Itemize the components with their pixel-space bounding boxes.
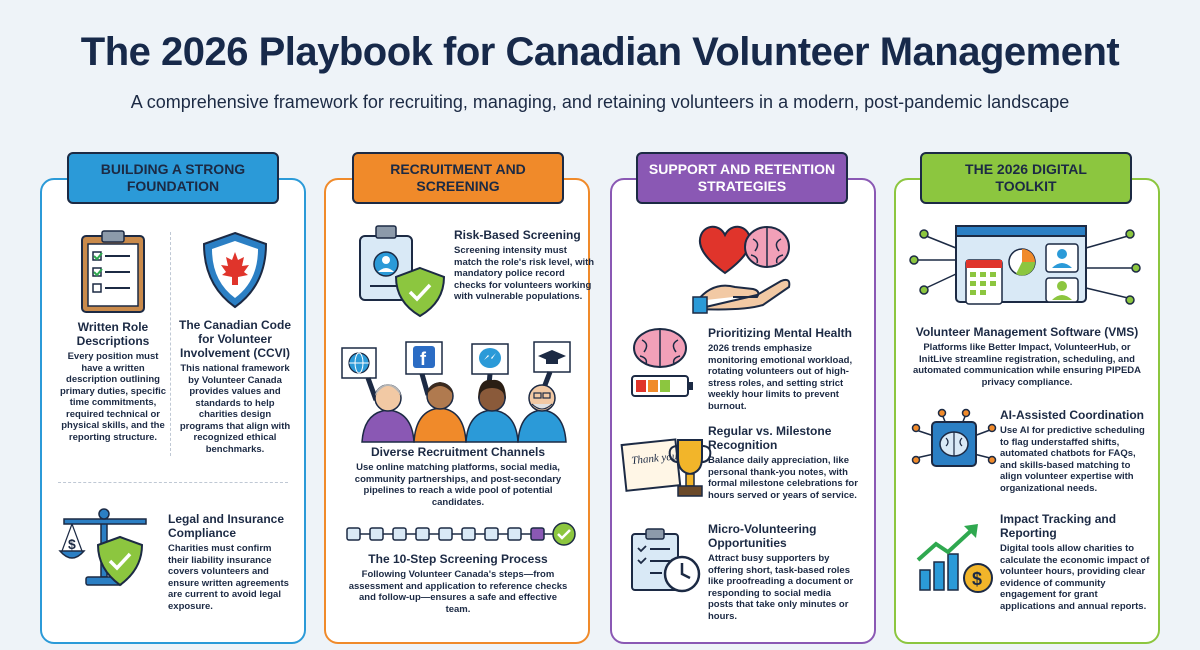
- item-title: Risk-Based Screening: [454, 228, 581, 242]
- page-title: The 2026 Playbook for Canadian Volunteer Management: [80, 30, 1120, 74]
- item-body: Following Volunteer Canada's steps—from assessment and application to reference checks and follow-up—ensures a safe and effective team.: [348, 569, 568, 615]
- clipboard-checklist-icon: [78, 228, 148, 313]
- software-dashboard-icon: [906, 218, 1146, 318]
- item-body: Platforms like Better Impact, VolunteerHub, or InitLive streamline registration, scheduling, and automated communication while ensuring PIPEDA privacy compliance.: [912, 342, 1142, 388]
- item-body: Digital tools allow charities to calculate the economic impact of volunteer hours, providing clear evidence of community engagement for grant applications and annual reports.: [1000, 543, 1150, 612]
- item-title: Micro-Volunteering Opportunities: [708, 522, 817, 550]
- item-title: The Canadian Code for Volunteer Involvement (CCVI): [178, 318, 291, 360]
- item-body: Use online matching platforms, social media, community partnerships, and post-secondary pipelines to reach a wide pool of potential candidates.: [354, 462, 562, 508]
- header-foundation: [67, 152, 279, 204]
- item-body: Balance daily appreciation, like personal thank-you notes, with formal milestone celebrations for hours served or years of service.: [708, 455, 858, 501]
- item-10-step: [346, 552, 570, 615]
- item-title: Impact Tracking and Reporting: [1000, 512, 1117, 540]
- item-vms: [908, 325, 1146, 388]
- item-title: AI-Assisted Coordination: [1000, 408, 1145, 422]
- item-body: 2026 trends emphasize monitoring emotional workload, rotating volunteers out of high-stress roles, and setting strict weekly hour limits to prevent burnout.: [708, 343, 853, 412]
- item-title: Written Role Descriptions: [76, 320, 150, 348]
- item-body: Screening intensity must match the role's risk level, with mandatory police record checks for volunteers working with vulnerable populations.: [454, 245, 595, 302]
- svg-text:f: f: [420, 349, 426, 369]
- header-recruitment: [352, 152, 564, 204]
- header-support: [636, 152, 848, 204]
- divider: [170, 232, 171, 456]
- header-digital-label: THE 2026 DIGITAL TOOLKIT: [965, 161, 1087, 194]
- svg-text:$: $: [972, 569, 983, 589]
- id-badge-shield-icon: [356, 222, 448, 318]
- item-title: Regular vs. Milestone Recognition: [708, 424, 832, 452]
- item-micro-volunteering: [708, 522, 858, 622]
- scales-shield-icon: [58, 505, 158, 595]
- graduation-cap-icon: [534, 342, 570, 372]
- item-recognition: [708, 424, 858, 501]
- globe-icon: [342, 348, 376, 378]
- heart-brain-hand-icon: [693, 215, 795, 313]
- step-process-icon: [345, 522, 575, 546]
- item-title: Volunteer Management Software (VMS): [915, 325, 1139, 339]
- item-body: Charities must confirm their liability insurance covers volunteers and ensure written agreements are current to avoid legal exposure.: [168, 543, 289, 612]
- item-ai-coordination: [1000, 408, 1150, 494]
- item-written-role: [58, 320, 168, 443]
- page-subtitle: A comprehensive framework for recruiting, managing, and retaining volunteers in a modern, post-pandemic landscape: [130, 92, 1070, 112]
- item-ccvi: [176, 318, 294, 455]
- svg-text:$: $: [68, 536, 76, 552]
- facebook-icon: [406, 342, 442, 374]
- item-body: This national framework by Volunteer Canada provides values and standards to help charities design programs that align with recognized ethical benchmarks.: [179, 363, 291, 455]
- item-body: Every position must have a written description outlining primary duties, specific time commitments, required technical or physical skills, and the reporting structure.: [59, 351, 167, 443]
- brain-battery-icon: [626, 328, 698, 400]
- item-mental-health: [708, 326, 856, 412]
- item-title: Prioritizing Mental Health: [708, 326, 853, 340]
- item-impact-tracking: [1000, 512, 1150, 612]
- maple-leaf-shield-icon: [200, 230, 270, 310]
- header-digital: [920, 152, 1132, 204]
- thank-you-trophy-icon: [622, 432, 708, 504]
- item-body: Attract busy supporters by offering short, task-based roles like proofreading a document or responding to social media posts that take only minutes or hours.: [708, 553, 854, 622]
- item-risk-based: [454, 228, 596, 303]
- header-recruitment-label: RECRUITMENT AND SCREENING: [390, 161, 526, 194]
- item-legal: [168, 512, 292, 612]
- item-title: Legal and Insurance Compliance: [168, 512, 285, 540]
- header-support-label: SUPPORT AND RETENTION STRATEGIES: [648, 161, 836, 194]
- item-title: The 10-Step Screening Process: [368, 552, 548, 566]
- messenger-icon: [472, 344, 508, 374]
- clipboard-clock-icon: [630, 528, 702, 594]
- ai-chip-brain-icon: [912, 410, 996, 480]
- header-foundation-label: BUILDING A STRONG FOUNDATION: [100, 161, 246, 194]
- diverse-people-icon: [340, 340, 574, 442]
- thank-you-card: Thank you: [630, 450, 678, 468]
- item-diverse-channels: [348, 445, 568, 508]
- growth-chart-dollar-icon: [912, 520, 996, 596]
- divider: [58, 482, 288, 483]
- item-body: Use AI for predictive scheduling to flag understaffed shifts, automated chatbots for FAQs, and skills-based matching to align volunteer expertise with organizational needs.: [1000, 425, 1145, 494]
- item-title: Diverse Recruitment Channels: [370, 445, 546, 459]
